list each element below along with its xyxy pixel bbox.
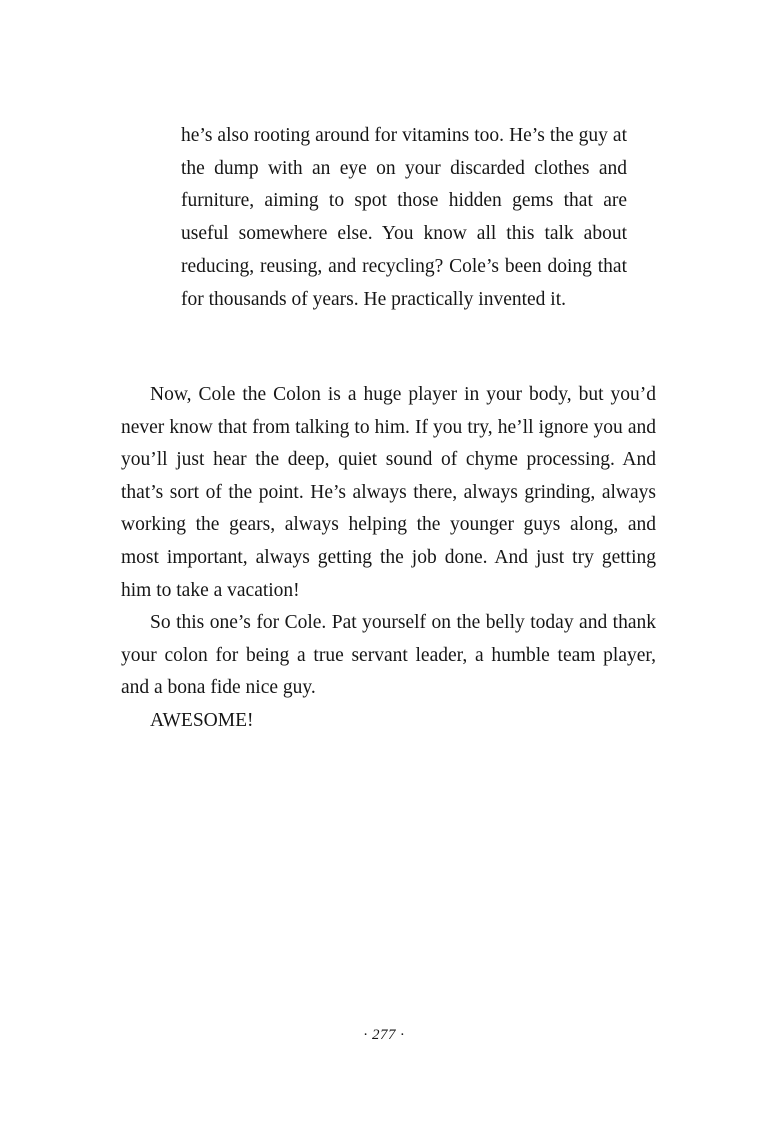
body-text — [121, 379, 656, 738]
paragraph-cole-the-colon: Now, Cole the Colon is a huge player in your body, but you’d never know that from talking to him. If you try, he’ll ignore you and you’ll just hear the deep, quiet sound of chyme processing. And that’s sort of the point. He’s always there, always grinding, always working the gears, always helping the younger guys along, and most important, always getting the job done. And just try getting him to take a vacation! — [121, 384, 656, 601]
indented-quote-passage: he’s also rooting around for vitamins too. He’s the guy at the dump with an eye on your discarded clothes and furniture, aiming to spot those hidden gems that are useful somewhere else. You know all this talk about reducing, reusing, and recycling? Cole’s been doing that for thousands of years. He practically invented it. — [181, 125, 627, 310]
page-number: · 277 · — [363, 1027, 405, 1043]
closing-exclamation: AWESOME! — [150, 709, 254, 731]
paragraph-this-ones-for-cole: So this one’s for Cole. Pat yourself on the belly today and thank your colon for being a true servant leader, a humble team player, and a bona fide nice guy. — [121, 612, 656, 699]
